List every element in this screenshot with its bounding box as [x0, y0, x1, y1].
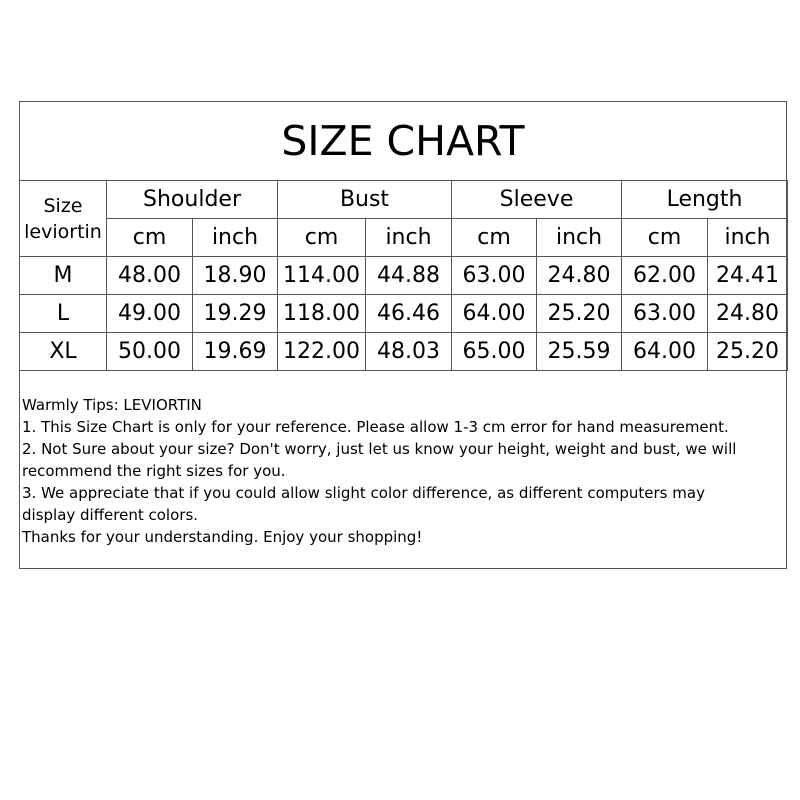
unit-header-cm: cm	[452, 219, 537, 257]
table-cell: 19.69	[193, 333, 278, 371]
group-header-sleeve: Sleeve	[452, 181, 622, 219]
group-header-bust: Bust	[278, 181, 452, 219]
table-cell: 118.00	[278, 295, 366, 333]
tip-line: Thanks for your understanding. Enjoy your shopping!	[22, 528, 423, 546]
group-header-shoulder: Shoulder	[107, 181, 278, 219]
size-table	[19, 180, 788, 371]
table-cell: 24.80	[708, 295, 788, 333]
tip-line: display different colors.	[22, 506, 199, 524]
tip-line: 1. This Size Chart is only for your reference. Please allow 1-3 cm error for hand measurement.	[22, 418, 729, 436]
table-cell: 114.00	[278, 257, 366, 295]
row-size-label: XL	[20, 333, 107, 371]
table-cell: 44.88	[366, 257, 452, 295]
row-size-label: L	[20, 295, 107, 333]
table-cell: 19.29	[193, 295, 278, 333]
table-cell: 24.80	[537, 257, 622, 295]
table-cell: 25.20	[537, 295, 622, 333]
tips-heading: Warmly Tips: LEVIORTIN	[22, 396, 202, 414]
unit-header-inch: inch	[193, 219, 278, 257]
size-column-header	[20, 181, 107, 257]
unit-header-inch: inch	[537, 219, 622, 257]
table-cell: 63.00	[452, 257, 537, 295]
tip-line: 2. Not Sure about your size? Don't worry, just let us know your height, weight and bust, we will	[22, 440, 737, 458]
table-cell: 64.00	[622, 333, 708, 371]
table-cell: 18.90	[193, 257, 278, 295]
table-cell: 46.46	[366, 295, 452, 333]
tips-section	[22, 394, 782, 548]
tip-line: recommend the right sizes for you.	[22, 462, 286, 480]
table-cell: 49.00	[107, 295, 193, 333]
table-row	[20, 295, 788, 333]
table-cell: 25.59	[537, 333, 622, 371]
tip-line: 3. We appreciate that if you could allow slight color difference, as different computers may	[22, 484, 705, 502]
table-cell: 24.41	[708, 257, 788, 295]
unit-header-cm: cm	[107, 219, 193, 257]
group-header-length: Length	[622, 181, 788, 219]
unit-header-row	[20, 219, 788, 257]
table-cell: 48.00	[107, 257, 193, 295]
unit-header-inch: inch	[366, 219, 452, 257]
table-cell: 65.00	[452, 333, 537, 371]
size-header-label: Size	[43, 194, 83, 217]
table-cell: 63.00	[622, 295, 708, 333]
table-row	[20, 333, 788, 371]
size-chart-frame	[19, 101, 787, 569]
table-cell: 122.00	[278, 333, 366, 371]
row-size-label: M	[20, 257, 107, 295]
brand-header-label: leviortin	[24, 220, 102, 243]
table-row	[20, 257, 788, 295]
page-title: SIZE CHART	[281, 117, 525, 165]
unit-header-inch: inch	[708, 219, 788, 257]
unit-header-cm: cm	[278, 219, 366, 257]
table-header-row	[20, 181, 788, 219]
table-cell: 25.20	[708, 333, 788, 371]
table-cell: 64.00	[452, 295, 537, 333]
unit-header-cm: cm	[622, 219, 708, 257]
table-cell: 50.00	[107, 333, 193, 371]
table-cell: 48.03	[366, 333, 452, 371]
table-cell: 62.00	[622, 257, 708, 295]
